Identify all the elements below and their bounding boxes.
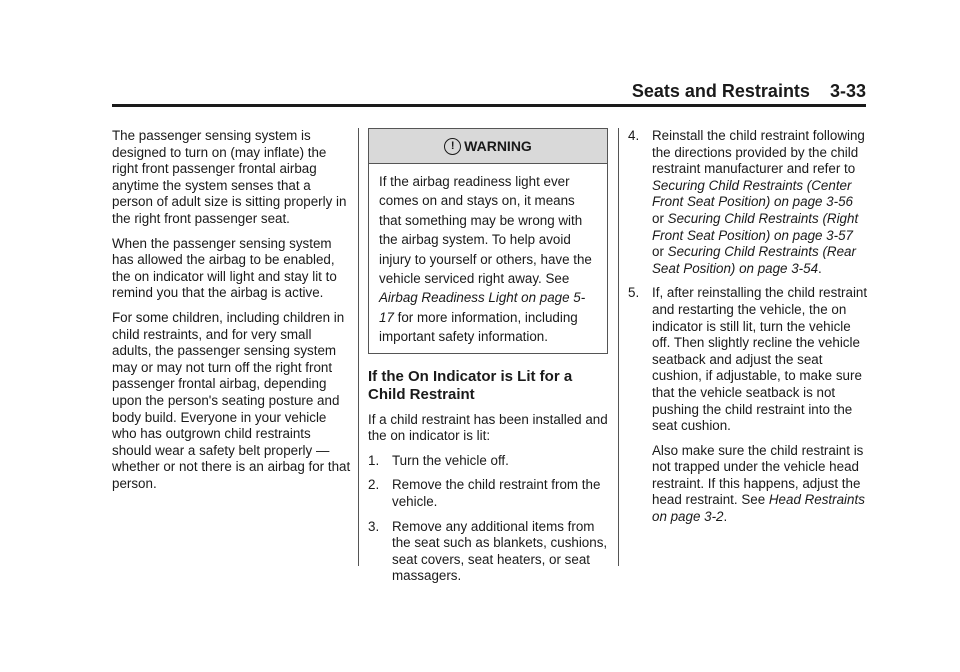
paragraph: For some children, including children in child restraints, and for very small adults, the passenger sensing system may or may not turn off the right front passenger frontal airbag, depending upon the person's seating posture and body build. Everyone in your vehicle who has outgrown child restraints should wear a safety belt properly — whether or not there is an airbag for that person. [112,309,351,491]
page-number: 3-33 [829,81,866,101]
step-number: 2. [368,477,380,493]
page-header [112,80,866,104]
column-2 [368,128,608,593]
step-text: or [652,210,668,226]
warning-title: WARNING [464,137,532,154]
step-text: Reinstall the child restraint following the directions provided by the child restraint manufacturer and refer to [652,128,865,177]
warning-body [369,164,607,353]
header-title [632,80,866,102]
warning-box [368,128,608,354]
cross-reference-link[interactable]: Head Restraints on page 3-2 [652,492,865,525]
list-item [368,477,608,510]
step-text: Remove any additional items from the seat such as blankets, cushions, seat covers, seat heaters, or seat massagers. [392,518,608,584]
step-text: . [723,509,728,525]
header-rule [112,104,866,107]
list-item [368,453,608,470]
step-text: Also make sure the child restraint is not trapped under the vehicle head restraint. If this happens, adjust the head restraint. See [652,442,864,508]
step-number: 1. [368,452,380,468]
cross-reference-link[interactable]: Securing Child Restraints (Center Front Seat Position) on page 3-56 [652,177,853,210]
column-1 [112,128,352,500]
warning-header [369,129,607,164]
cross-reference-link[interactable]: Securing Child Restraints (Rear Seat Position) on page 3-54 [652,244,856,276]
step-text: Turn the vehicle off. [392,452,509,468]
step-text: If, after reinstalling the child restraint and restarting the vehicle, the on indicator is still lit, turn the vehicle off. Then slightly recline the vehicle seatback and adjust the seat cushion, if adjustable, to make sure that the vehicle seatback is not pushing the child restraint into the seat cushion. [652,285,868,434]
column-3 [628,128,868,534]
step-text: . [818,260,822,276]
paragraph: If a child restraint has been installed and the on indicator is lit: [368,411,608,444]
section-title: Seats and Restraints [631,81,810,101]
cross-reference-link[interactable]: Airbag Readiness Light on page 5-17 [379,290,586,325]
step-number: 5. [628,285,640,301]
column-divider-2 [618,128,619,566]
step-text: Remove the child restraint from the vehicle. [392,477,601,510]
paragraph: When the passenger sensing system has allowed the airbag to be enabled, the on indicator will light and stay lit to remind you that the airbag is active. [112,235,337,301]
list-item [628,128,868,277]
step-text: or [652,244,668,260]
step-number: 3. [368,518,380,534]
section-heading: If the On Indicator is Lit for a Child Restraint [368,367,573,403]
list-item [368,519,608,585]
warning-icon: ! [444,138,461,155]
column-divider-1 [358,128,359,566]
warning-text: If the airbag readiness light ever comes on and stays on, it means that something may be wrong with the airbag system. To help avoid injury to yourself or others, have the vehicle serviced right away. See [379,174,592,287]
warning-text: for more information, including important safety information. [379,309,578,345]
paragraph: The passenger sensing system is designed to turn on (may inflate) the right front passenger frontal airbag anytime the system senses that a person of adult size is sitting properly in the right front passenger seat. [112,128,347,226]
list-item [628,285,868,525]
cross-reference-link[interactable]: Securing Child Restraints (Right Front Seat Position) on page 3-57 [652,210,859,243]
step-number: 4. [628,128,640,143]
